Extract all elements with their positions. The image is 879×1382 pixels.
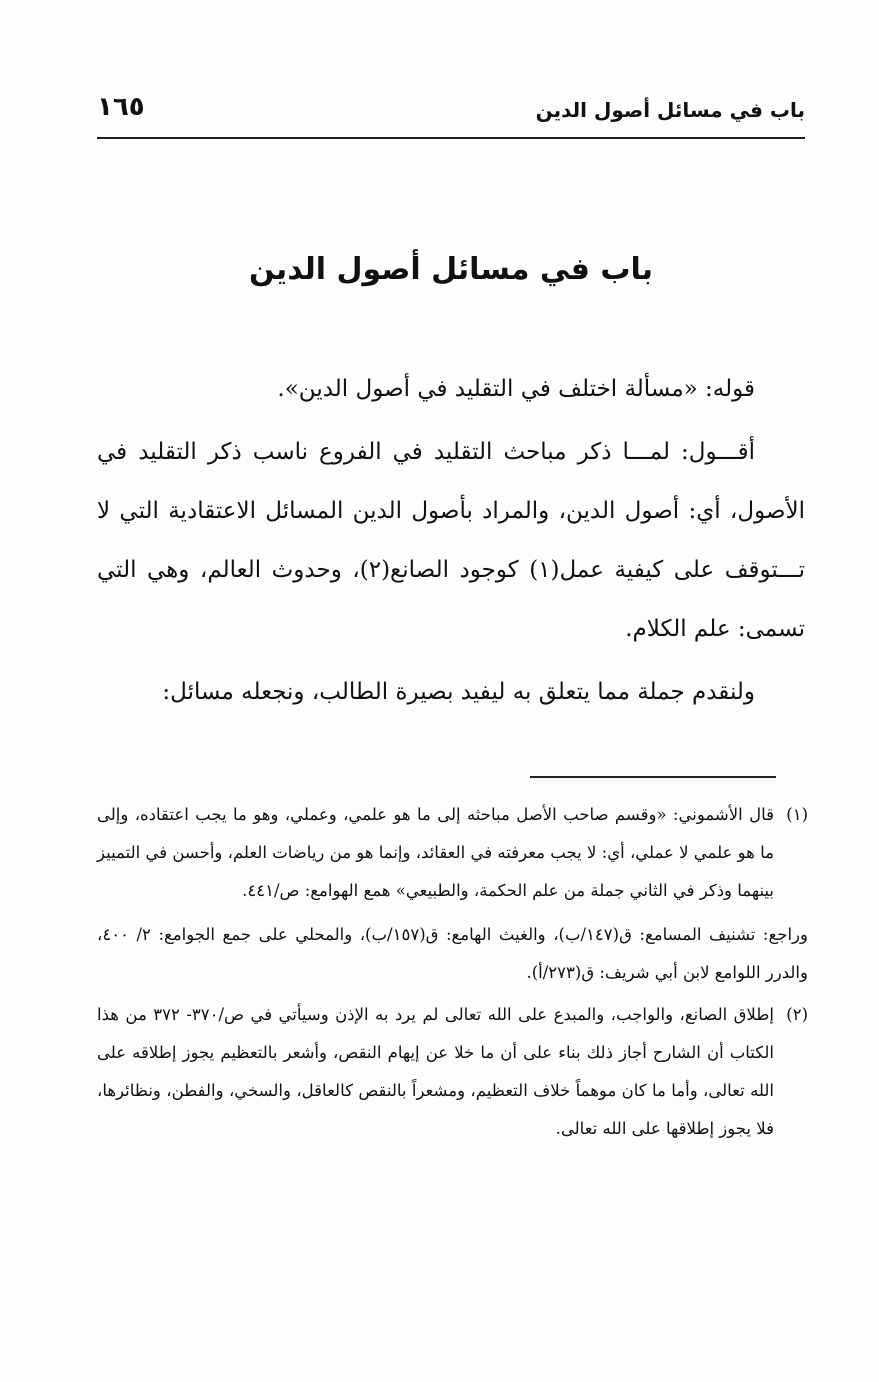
paragraph-intro: ولنقدم جملة مما يتعلق به ليفيد بصيرة الطالب، ونجعله مسائل:	[162, 679, 755, 705]
footnote-1-continuation: وراجع: تشنيف المسامع: ق(١٤٧/ب)، والغيث الهامع: ق(١٥٧/ب)، والمحلي على جمع الجوامع: ٢/ ٤٠٠، والدرر اللوامع لابن أبي شريف: ق(٢٧٣/أ).	[97, 925, 808, 982]
main-text	[97, 360, 805, 722]
footnote-1-marker: (١)	[786, 805, 808, 824]
footnote-1-text: قال الأشموني: «وقسم صاحب الأصل مباحثه إلى ما هو علمي، وعملي، وهو ما يجب اعتقاده، وإلى ما هو علمي لا عملي، أي: لا يجب معرفته في العقائد، وإنما هو من رياضات العلم، وأحسن في التمييز بينهما وذكر في الثاني جملة من علم الحكمة، والطبيعي» همع الهوامع: ص/٤٤١.	[97, 805, 774, 900]
chapter-title: باب في مسائل أصول الدين	[248, 252, 654, 287]
paragraph-commentary: أقـــول: لمـــا ذكر مباحث التقليد في الفروع ناسب ذكر التقليد في الأصول، أي: أصول الدين، والمراد بأصول الدين المسائل الاعتقادية التي لا تـــتوقف على كيفية عمل(١) كوجود الصانع(٢)، وحدوث العالم، وهي التي تسمى: علم الكلام.	[97, 439, 805, 642]
footnotes	[97, 796, 808, 1148]
running-header	[97, 92, 805, 132]
header-rule	[97, 137, 805, 139]
footnote-separator	[530, 776, 776, 778]
footnote-2-text: إطلاق الصانع، والواجب، والمبدع على الله تعالى لم يرد به الإذن وسيأتي في ص/٣٧٠- ٣٧٢ من هذا الكتاب أن الشارح أجاز ذلك بناء على أن ما خلا عن إيهام النقص، وأشعر بالتعظيم يجوز إطلاقه على الله تعالى، وأما ما كان موهماً خلاف التعظيم، ومشعراً بالنقص كالعاقل، والسخي، والفطن، ونظائرها، فلا يجوز إطلاقها على الله تعالى.	[97, 1005, 774, 1138]
paragraph-quote: قوله: «مسألة اختلف في التقليد في أصول الدين».	[277, 376, 755, 402]
footnote-1	[97, 796, 808, 910]
footnote-2	[97, 996, 808, 1148]
running-header-title: باب في مسائل أصول الدين	[535, 98, 805, 122]
page-number: ١٦٥	[97, 92, 145, 122]
footnote-2-marker: (٢)	[786, 1005, 808, 1024]
